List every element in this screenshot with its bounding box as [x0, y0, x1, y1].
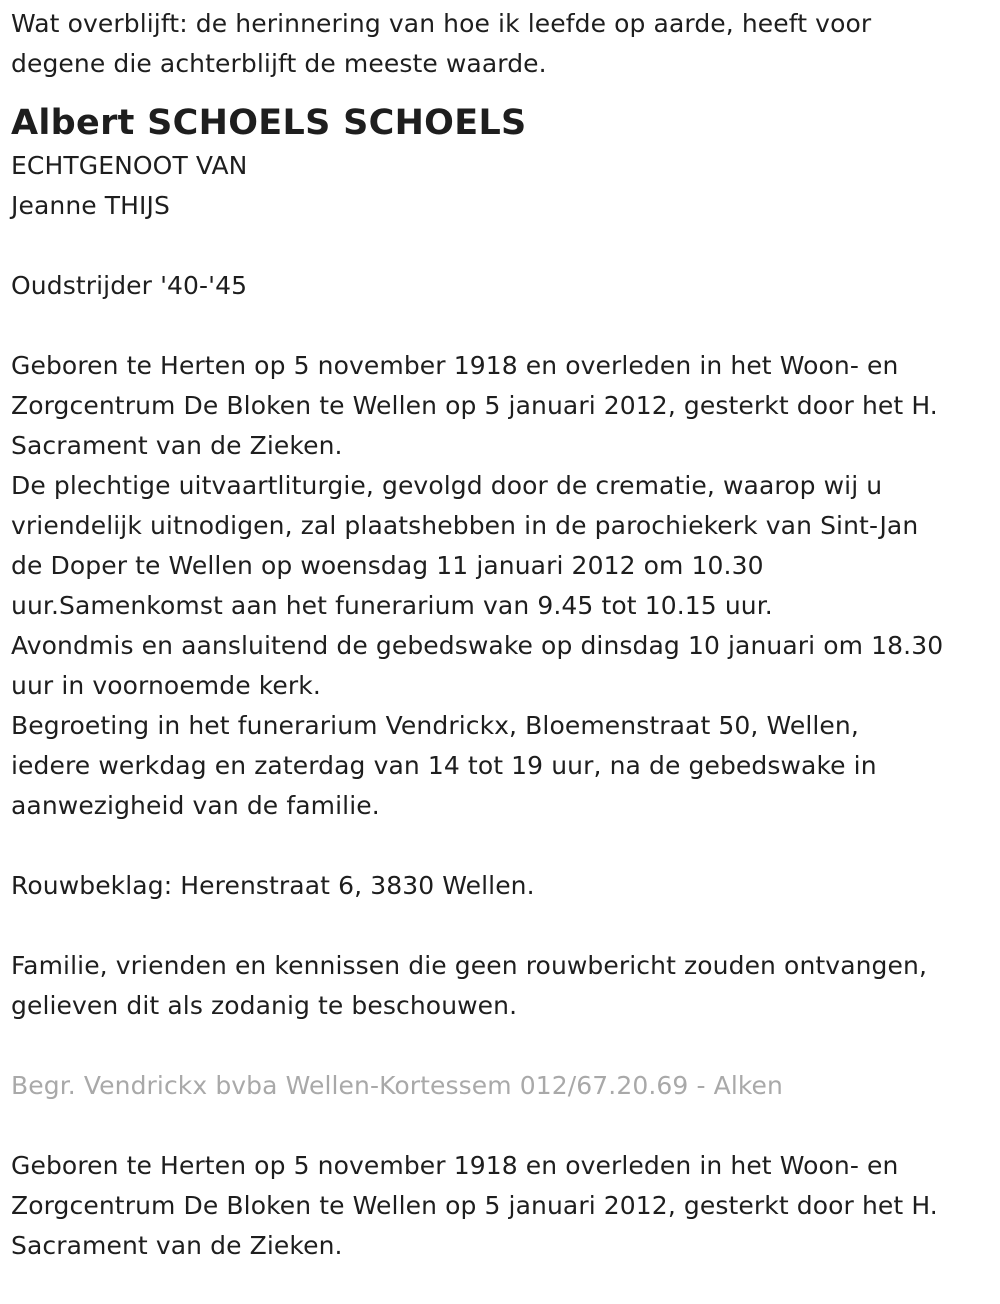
- details-line: vriendelijk uitnodigen, zal plaatshebben in de parochiekerk van Sint-Jan: [11, 511, 919, 540]
- details-line: Avondmis en aansluitend de gebedswake op dinsdag 10 januari om 18.30: [11, 631, 944, 660]
- details-line: uur.Samenkomst aan het funerarium van 9.45 tot 10.15 uur.: [11, 591, 773, 620]
- spacer: [11, 306, 996, 346]
- details-line: uur in voornoemde kerk.: [11, 671, 321, 700]
- details-line: de Doper te Wellen op woensdag 11 januari 2012 om 10.30: [11, 551, 764, 580]
- notice-line: Familie, vrienden en kennissen die geen rouwbericht zouden ontvangen,: [11, 951, 927, 980]
- deceased-title: Oudstrijder '40-'45: [11, 271, 248, 300]
- repeat-line: Zorgcentrum De Bloken te Wellen op 5 januari 2012, gesterkt door het H.: [11, 1191, 938, 1220]
- intro-line: degene die achterblijft de meeste waarde.: [11, 49, 547, 78]
- spacer: [11, 226, 996, 266]
- funeral-home-credit: Begr. Vendrickx bvba Wellen-Kortessem 012/67.20.69 - Alken: [11, 1071, 783, 1100]
- details-line: aanwezigheid van de familie.: [11, 791, 380, 820]
- details-line: Geboren te Herten op 5 november 1918 en overleden in het Woon- en: [11, 351, 899, 380]
- repeat-line: Geboren te Herten op 5 november 1918 en overleden in het Woon- en: [11, 1151, 899, 1180]
- condolence-address: Rouwbeklag: Herenstraat 6, 3830 Wellen.: [11, 871, 535, 900]
- repeat-line: Sacrament van de Zieken.: [11, 1231, 343, 1260]
- notice-line: gelieven dit als zodanig te beschouwen.: [11, 991, 518, 1020]
- details-line: Sacrament van de Zieken.: [11, 431, 343, 460]
- relation-label: ECHTGENOOT VAN: [11, 151, 248, 180]
- repeated-details: [11, 1146, 996, 1266]
- details-line: De plechtige uitvaartliturgie, gevolgd door de crematie, waarop wij u: [11, 471, 883, 500]
- details-line: Begroeting in het funerarium Vendrickx, Bloemenstraat 50, Wellen,: [11, 711, 859, 740]
- spacer: [11, 1026, 996, 1066]
- details-paragraph: [11, 346, 996, 826]
- obituary-document: [11, 4, 996, 1266]
- spacer: [11, 906, 996, 946]
- partner-name: Jeanne THIJS: [11, 191, 170, 220]
- intro-quote: [11, 4, 996, 84]
- family-notice: [11, 946, 996, 1026]
- details-line: Zorgcentrum De Bloken te Wellen op 5 januari 2012, gesterkt door het H.: [11, 391, 938, 420]
- spacer: [11, 1106, 996, 1146]
- spacer: [11, 826, 996, 866]
- intro-line: Wat overblijft: de herinnering van hoe ik leefde op aarde, heeft voor: [11, 9, 872, 38]
- details-line: iedere werkdag en zaterdag van 14 tot 19 uur, na de gebedswake in: [11, 751, 877, 780]
- deceased-name: Albert SCHOELS SCHOELS: [11, 103, 527, 143]
